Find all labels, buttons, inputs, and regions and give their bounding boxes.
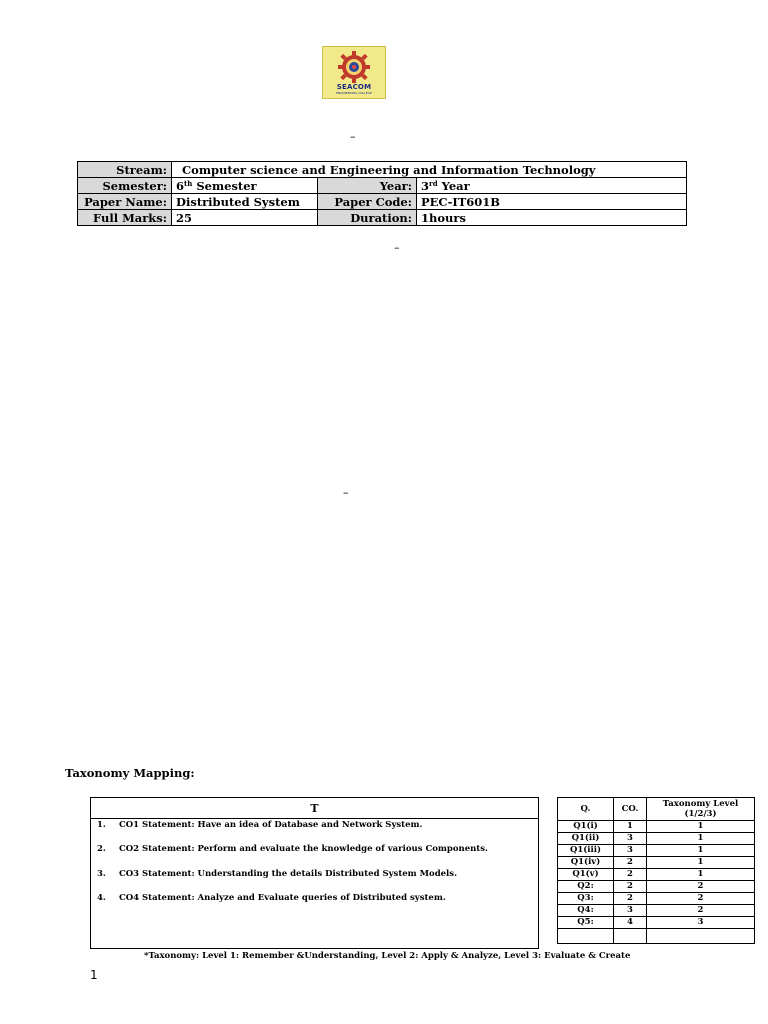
mapping-cell-q: Q1(iv) bbox=[558, 857, 614, 869]
mapping-row bbox=[558, 893, 755, 905]
stream-label: Stream: bbox=[78, 162, 172, 178]
dash-separator: – bbox=[394, 241, 400, 254]
mapping-row bbox=[558, 857, 755, 869]
logo-subtext: ENGINEERING COLLEGE bbox=[336, 91, 372, 95]
mapping-cell-co: 1 bbox=[614, 821, 647, 833]
header-question: Q. bbox=[558, 798, 614, 821]
paper-code-label: Paper Code: bbox=[318, 194, 417, 210]
co-statements-box bbox=[90, 797, 539, 949]
mapping-cell-level: 1 bbox=[647, 869, 755, 881]
paper-name-label: Paper Name: bbox=[78, 194, 172, 210]
paper-name-value: Distributed System bbox=[172, 194, 318, 210]
co-statement: 4. CO4 Statement: Analyze and Evaluate queries of Distributed system. bbox=[97, 893, 446, 903]
stream-row bbox=[78, 162, 687, 178]
mapping-cell-level: 2 bbox=[647, 905, 755, 917]
marks-row bbox=[78, 210, 687, 226]
mapping-cell-level: 1 bbox=[647, 833, 755, 845]
mapping-cell-co: 2 bbox=[614, 893, 647, 905]
mapping-cell-q: Q1(i) bbox=[558, 821, 614, 833]
mapping-cell-q: Q3: bbox=[558, 893, 614, 905]
year-label: Year: bbox=[318, 178, 417, 194]
mapping-cell-co: 2 bbox=[614, 857, 647, 869]
mapping-cell-co: 3 bbox=[614, 833, 647, 845]
mapping-cell-level: 1 bbox=[647, 845, 755, 857]
mapping-row bbox=[558, 869, 755, 881]
gear-emblem-icon bbox=[336, 50, 372, 84]
taxonomy-heading: Taxonomy Mapping: bbox=[65, 766, 195, 780]
mapping-cell-level: 3 bbox=[647, 917, 755, 929]
mapping-row bbox=[558, 905, 755, 917]
year-value: 3rd Year bbox=[417, 178, 687, 194]
mapping-empty-row bbox=[558, 929, 755, 944]
mapping-empty-cell bbox=[614, 929, 647, 944]
mapping-cell-q: Q1(v) bbox=[558, 869, 614, 881]
mapping-cell-level: 1 bbox=[647, 857, 755, 869]
mapping-row bbox=[558, 881, 755, 893]
stream-value: Computer science and Engineering and Information Technology bbox=[172, 162, 687, 178]
paper-info-table bbox=[77, 161, 687, 226]
header-taxonomy-level: Taxonomy Level (1/2/3) bbox=[647, 798, 755, 821]
co-statement: 3. CO3 Statement: Understanding the details Distributed System Models. bbox=[97, 869, 458, 879]
mapping-row bbox=[558, 845, 755, 857]
mapping-row bbox=[558, 833, 755, 845]
taxonomy-footnote: *Taxonomy: Level 1: Remember &Understanding, Level 2: Apply & Analyze, Level 3: Evaluate & Create bbox=[144, 951, 631, 961]
mapping-cell-q: Q2: bbox=[558, 881, 614, 893]
full-marks-value: 25 bbox=[172, 210, 318, 226]
mapping-cell-q: Q4: bbox=[558, 905, 614, 917]
header-co: CO. bbox=[614, 798, 647, 821]
semester-row bbox=[78, 178, 687, 194]
full-marks-label: Full Marks: bbox=[78, 210, 172, 226]
co-statement: 2. CO2 Statement: Perform and evaluate the knowledge of various Components. bbox=[97, 844, 488, 854]
duration-label: Duration: bbox=[318, 210, 417, 226]
page-number: 1 bbox=[90, 968, 98, 982]
mapping-cell-co: 4 bbox=[614, 917, 647, 929]
mapping-cell-q: Q5: bbox=[558, 917, 614, 929]
mapping-row bbox=[558, 821, 755, 833]
college-logo bbox=[322, 46, 386, 99]
mapping-header-row bbox=[558, 798, 755, 821]
mapping-empty-cell bbox=[647, 929, 755, 944]
co-statement: 1. CO1 Statement: Have an idea of Database and Network System. bbox=[97, 820, 423, 830]
mapping-cell-level: 2 bbox=[647, 881, 755, 893]
mapping-cell-co: 3 bbox=[614, 905, 647, 917]
mapping-cell-co: 3 bbox=[614, 845, 647, 857]
mapping-cell-level: 2 bbox=[647, 893, 755, 905]
paper-row bbox=[78, 194, 687, 210]
semester-value: 6th Semester bbox=[172, 178, 318, 194]
mapping-cell-co: 2 bbox=[614, 881, 647, 893]
paper-code-value: PEC-IT601B bbox=[417, 194, 687, 210]
mapping-cell-q: Q1(ii) bbox=[558, 833, 614, 845]
mapping-empty-cell bbox=[558, 929, 614, 944]
mapping-row bbox=[558, 917, 755, 929]
semester-label: Semester: bbox=[78, 178, 172, 194]
mapping-cell-co: 2 bbox=[614, 869, 647, 881]
dash-separator: – bbox=[350, 130, 356, 143]
dash-separator: – bbox=[343, 486, 349, 499]
co-box-header: T bbox=[91, 798, 538, 819]
duration-value: 1hours bbox=[417, 210, 687, 226]
taxonomy-mapping-table bbox=[557, 797, 755, 944]
mapping-cell-level: 1 bbox=[647, 821, 755, 833]
mapping-cell-q: Q1(iii) bbox=[558, 845, 614, 857]
logo-text: SEACOM bbox=[336, 83, 372, 91]
